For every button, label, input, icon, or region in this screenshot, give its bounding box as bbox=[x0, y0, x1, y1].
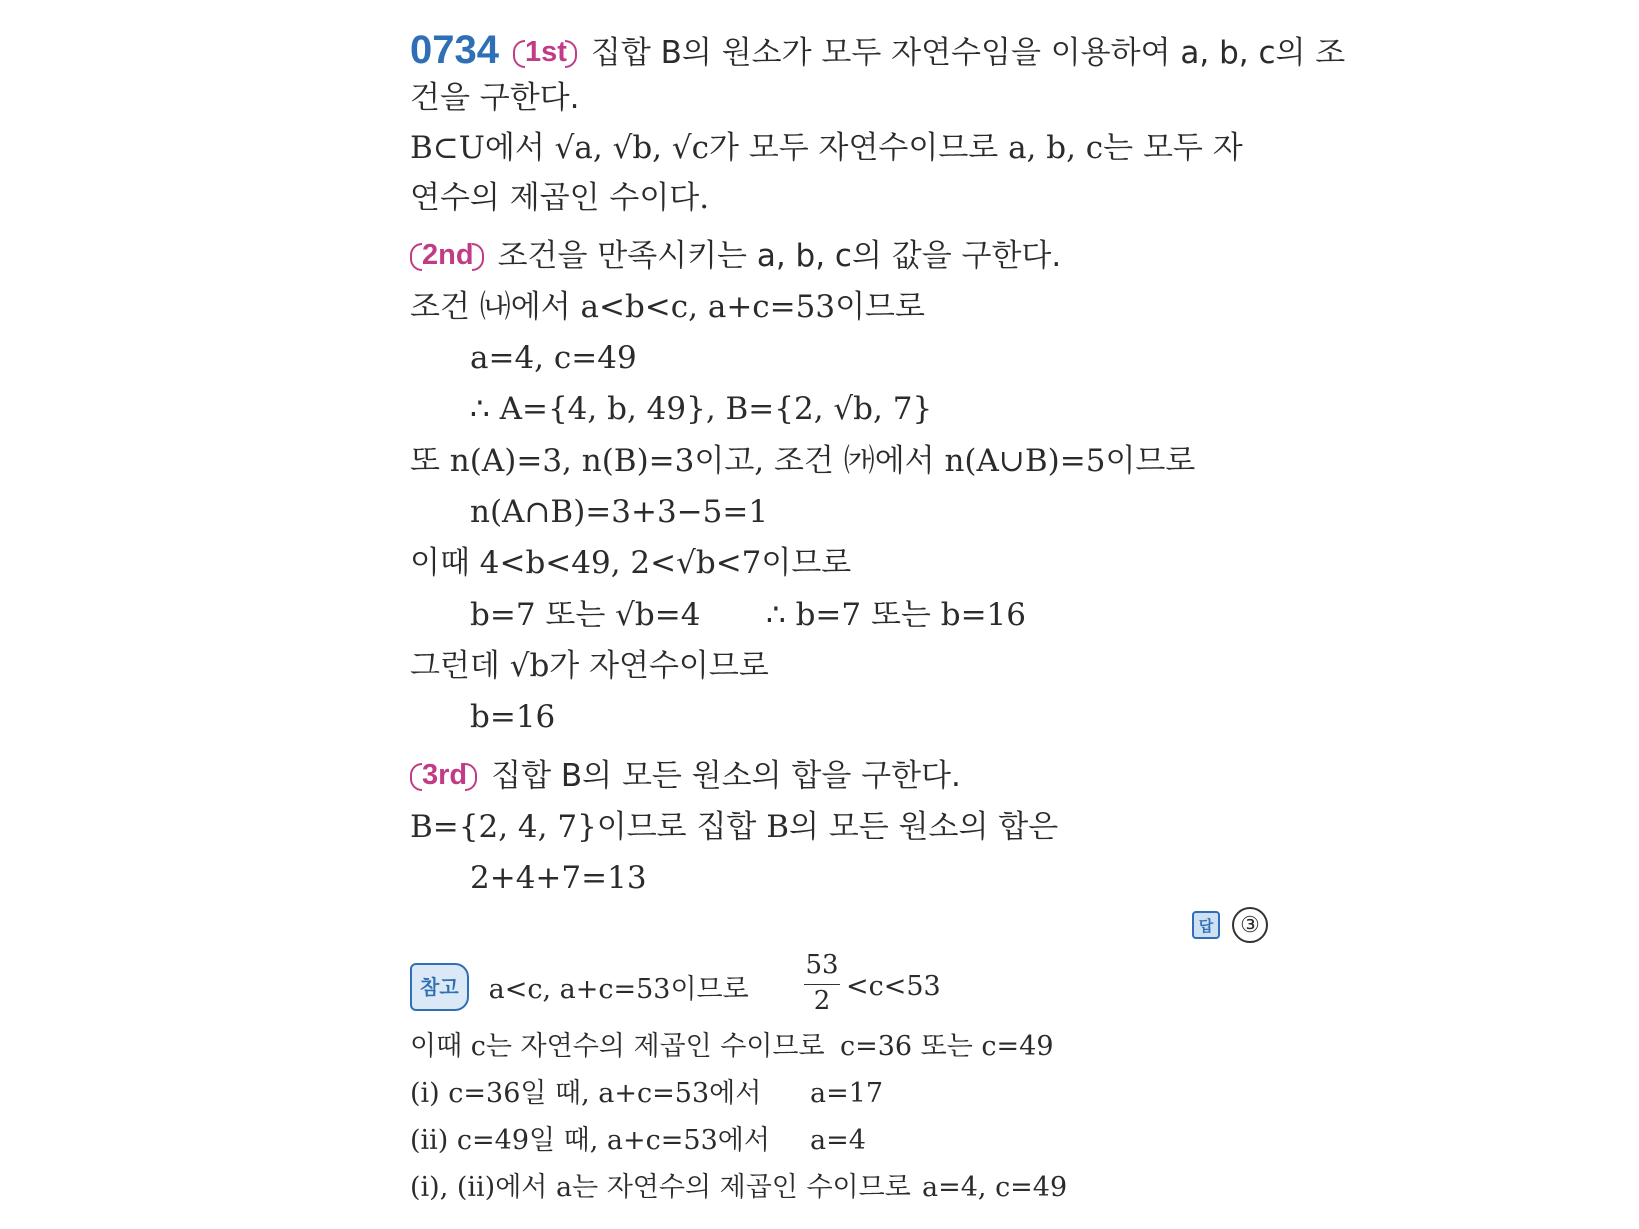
step2-heading: 조건을 만족시키는 a, b, c의 값을 구한다. bbox=[497, 238, 1062, 274]
note-line-5a: (ⅰ), (ⅱ)에서 a는 자연수의 제곱인 수이므로 bbox=[410, 1172, 911, 1203]
step2-line-9: b=16 bbox=[470, 699, 556, 735]
step1-heading-1: 집합 B의 원소가 모두 자연수임을 이용하여 a, b, c의 조 bbox=[590, 35, 1346, 71]
step2-line-7a: b=7 또는 √b=4 bbox=[470, 597, 701, 633]
answer-icon: 답 bbox=[1192, 911, 1220, 939]
answer-value: ③ bbox=[1232, 907, 1268, 943]
note-fraction bbox=[802, 950, 842, 1020]
fraction-numerator: 53 bbox=[805, 950, 839, 980]
step2-line-4: 또 n(A)=3, n(B)=3이고, 조건 ㈎에서 n(A∪B)=5이므로 bbox=[410, 443, 1196, 479]
step2-line-6: 이때 4<b<49, 2<√b<7이므로 bbox=[410, 545, 852, 581]
note-line-3a: (ⅰ) c=36일 때, a+c=53에서 bbox=[410, 1078, 762, 1109]
step1-header bbox=[410, 30, 1345, 73]
step3-header bbox=[410, 756, 961, 796]
note-line-1a bbox=[410, 967, 749, 1015]
answer bbox=[1192, 907, 1268, 943]
note-line-2a: 이때 c는 자연수의 제곱인 수이므로 bbox=[410, 1031, 825, 1062]
step1-badge: 1st bbox=[513, 37, 577, 67]
step2-line-8: 그런데 √b가 자연수이므로 bbox=[410, 648, 769, 684]
note-line-2b: c=36 또는 c=49 bbox=[840, 1031, 1054, 1062]
note-line-1b: <c<53 bbox=[846, 971, 941, 1002]
note-line-4b: a=4 bbox=[810, 1125, 866, 1156]
step2-header bbox=[410, 236, 1061, 276]
note-line-4a: (ⅱ) c=49일 때, a+c=53에서 bbox=[410, 1125, 770, 1156]
step2-line-5: n(A∩B)=3+3−5=1 bbox=[470, 494, 769, 530]
step2-line-7b: ∴ b=7 또는 b=16 bbox=[766, 597, 1026, 633]
note-line-1a-text: a<c, a+c=53이므로 bbox=[488, 974, 749, 1005]
note-badge: 참고 bbox=[410, 963, 469, 1011]
step2-line-1: 조건 ㈏에서 a<b<c, a+c=53이므로 bbox=[410, 289, 925, 325]
step2-line-2: a=4, c=49 bbox=[470, 340, 637, 376]
note-line-3b: a=17 bbox=[810, 1078, 884, 1109]
step1-heading-2: 건을 구한다. bbox=[410, 80, 580, 116]
step3-heading: 집합 B의 모든 원소의 합을 구한다. bbox=[491, 758, 961, 794]
fraction-bar bbox=[804, 984, 840, 985]
problem-number: 0734 bbox=[410, 28, 499, 72]
step2-badge: 2nd bbox=[410, 240, 484, 270]
step3-badge: 3rd bbox=[410, 760, 477, 790]
fraction-denominator: 2 bbox=[813, 986, 831, 1016]
step2-line-3: ∴ A={4, b, 49}, B={2, √b, 7} bbox=[470, 391, 933, 427]
step3-line-1: B={2, 4, 7}이므로 집합 B의 모든 원소의 합은 bbox=[410, 809, 1059, 845]
step1-line-1: B⊂U에서 √a, √b, √c가 모두 자연수이므로 a, b, c는 모두 자 bbox=[410, 130, 1243, 166]
step1-line-2: 연수의 제곱인 수이다. bbox=[410, 180, 710, 216]
step3-line-2: 2+4+7=13 bbox=[470, 860, 647, 896]
note-line-5b: a=4, c=49 bbox=[922, 1172, 1068, 1203]
